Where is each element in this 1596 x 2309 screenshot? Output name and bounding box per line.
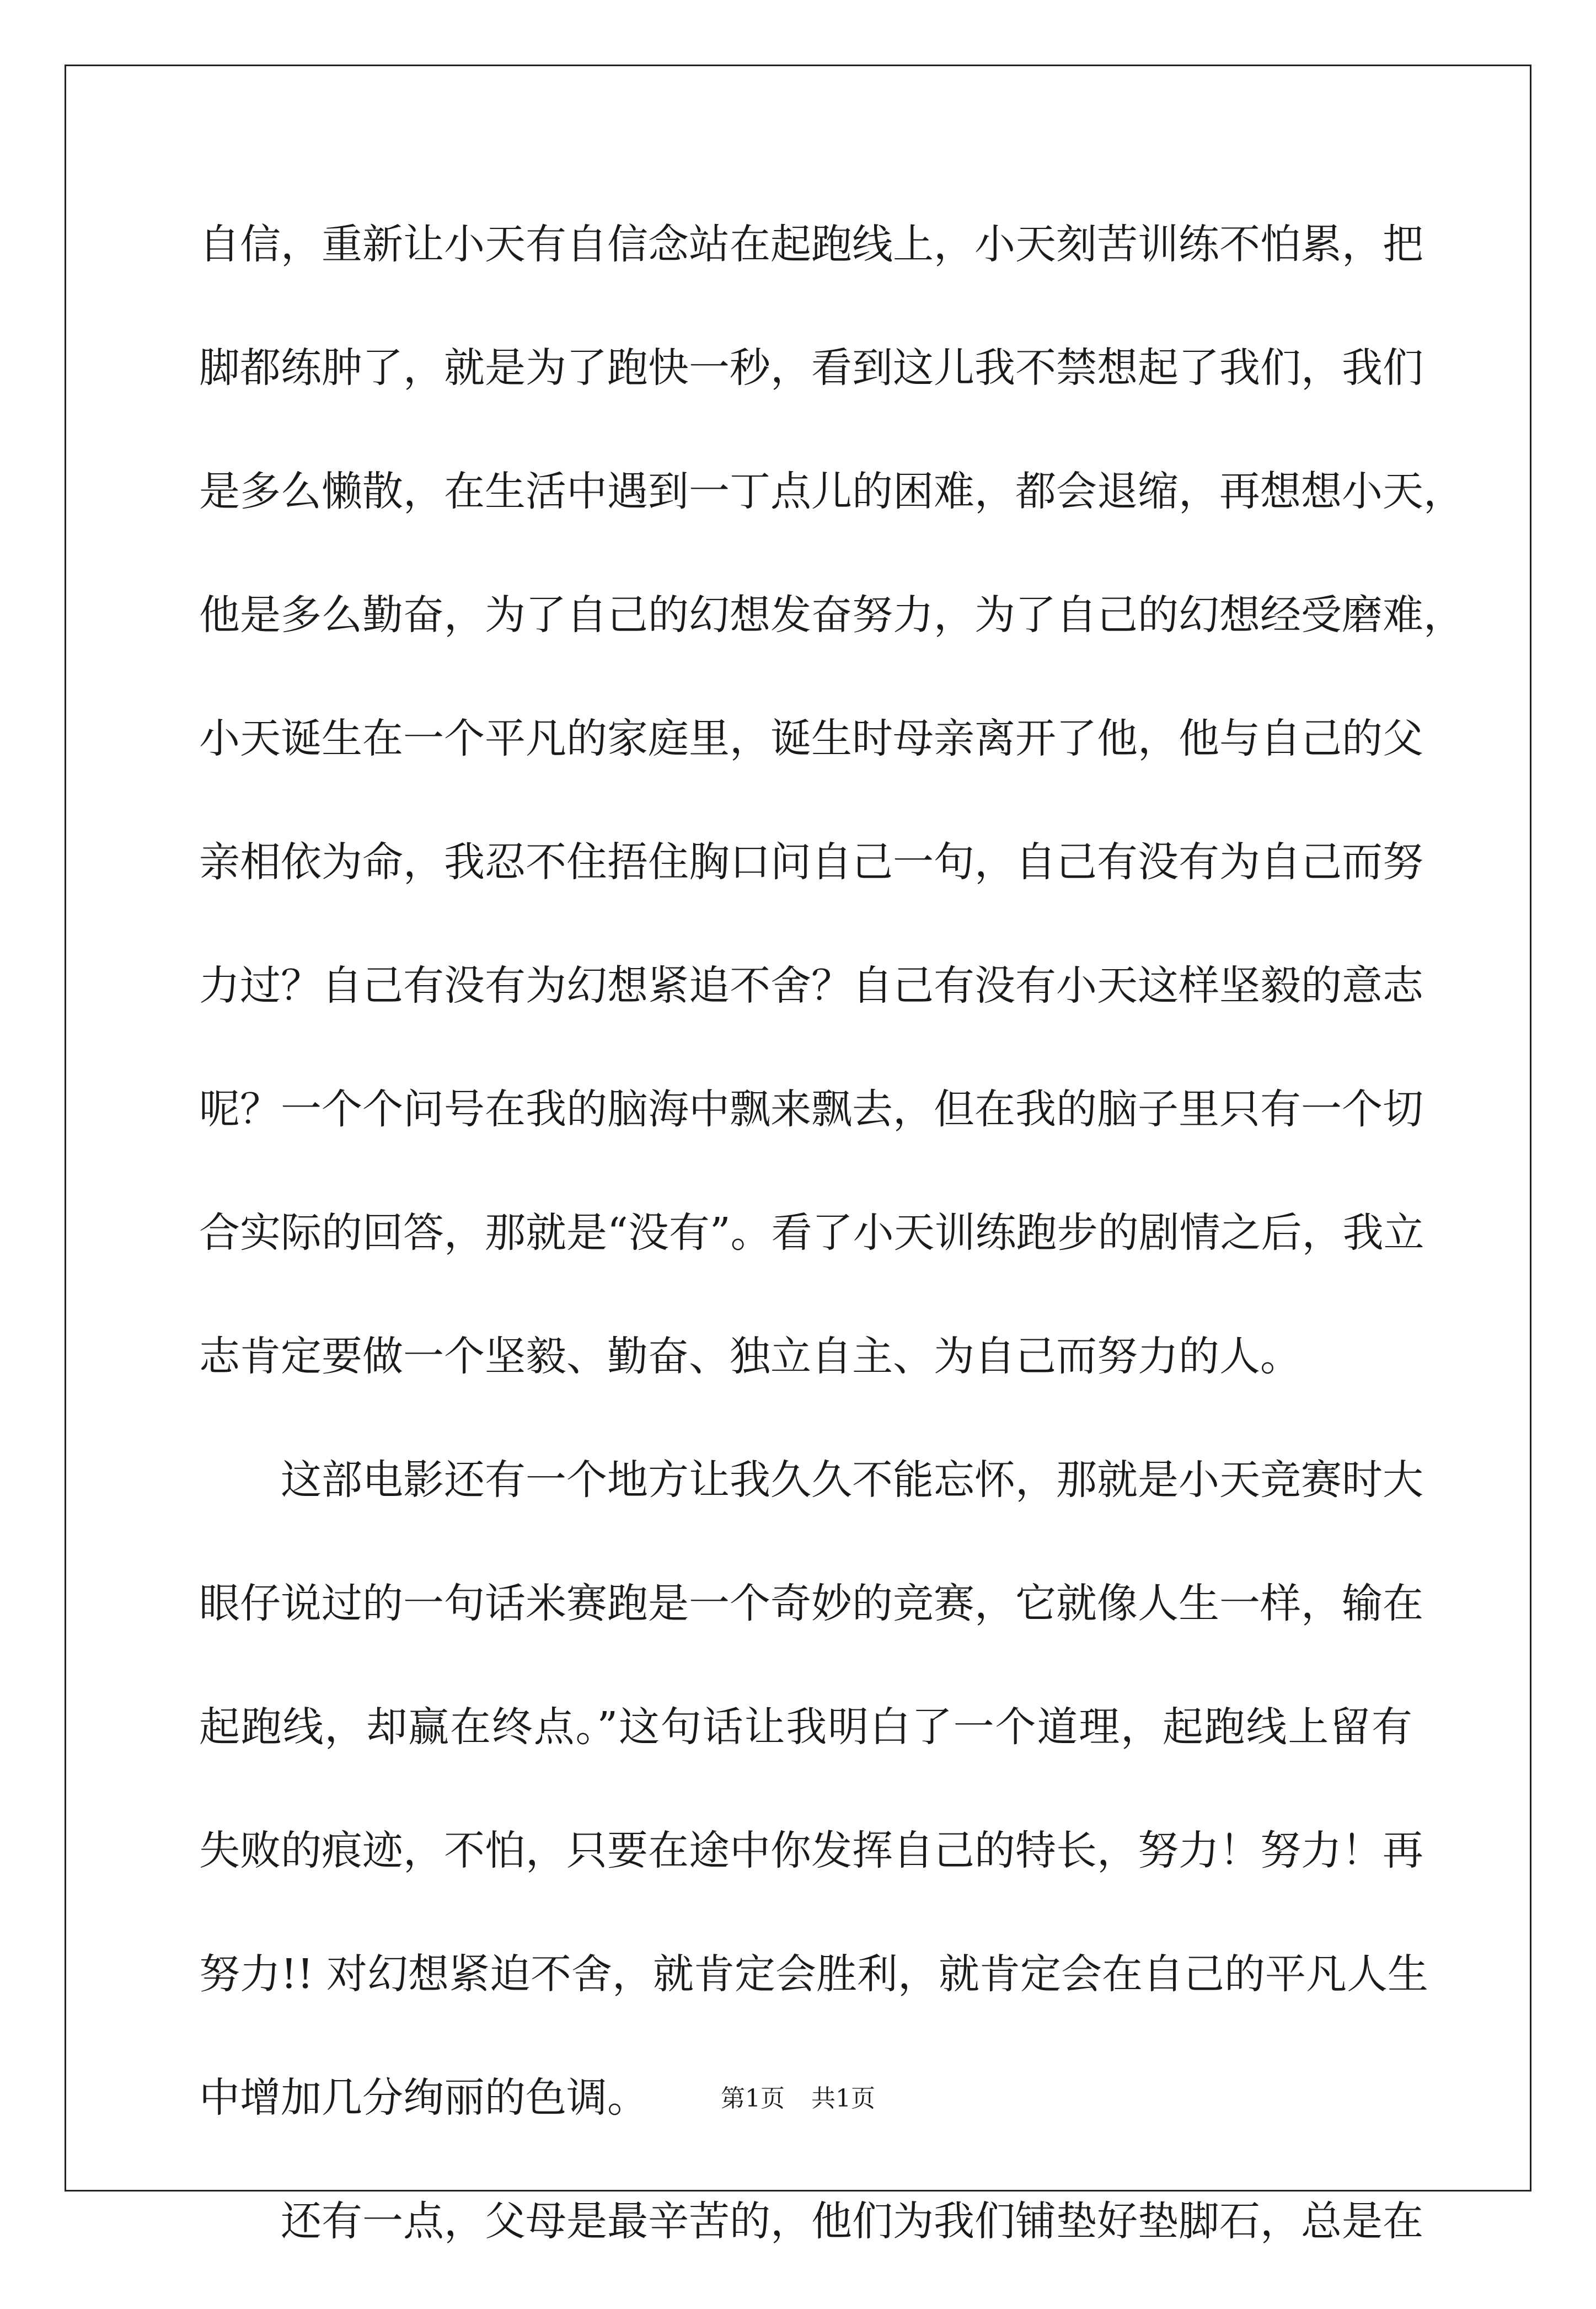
text-line: 失败的痕迹，不怕，只要在途中你发挥自己的特长，努力！努力！再 (199, 1827, 1423, 1874)
text-line: 他是多么勤奋，为了自己的幻想发奋努力，为了自己的幻想经受磨难， (199, 591, 1464, 639)
text-line: 是多么懒散，在生活中遇到一丁点儿的困难，都会退缩，再想想小天， (199, 468, 1464, 515)
text-line: 脚都练肿了，就是为了跑快一秒，看到这儿我不禁想起了我们，我们 (199, 344, 1423, 392)
page-footer (0, 2078, 1596, 2114)
text-line: 呢？一个个问号在我的脑海中飘来飘去，但在我的脑子里只有一个切 (199, 1086, 1423, 1133)
paragraph-start-line: 这部电影还有一个地方让我久久不能忘怀，那就是小天竞赛时大 (281, 1456, 1423, 1504)
text-line: 小天诞生在一个平凡的家庭里，诞生时母亲离开了他，他与自己的父 (199, 715, 1423, 762)
text-line: 自信，重新让小天有自信念站在起跑线上，小天刻苦训练不怕累，把 (199, 221, 1423, 268)
text-line: 中增加几分绚丽的色调。 (199, 2074, 648, 2121)
text-line: 力过？自己有没有为幻想紧追不舍？自己有没有小天这样坚毅的意志 (199, 962, 1423, 1009)
text-line: 志肯定要做一个坚毅、勤奋、独立自主、为自己而努力的人。 (199, 1333, 1301, 1380)
paragraph-start-line: 还有一点，父母是最辛苦的，他们为我们铺垫好垫脚石，总是在 (281, 2198, 1423, 2245)
text-line: 合实际的回答，那就是“没有”。看了小天训练跑步的剧情之后，我立 (199, 1209, 1424, 1257)
page-number-label: 第1页 (721, 2084, 785, 2113)
text-line: 努力!! 对幻想紧迫不舍，就肯定会胜利，就肯定会在自己的平凡人生 (199, 1950, 1428, 1998)
text-line: 眼仔说过的一句话米赛跑是一个奇妙的竞赛，它就像人生一样，输在 (199, 1580, 1423, 1627)
page-total-label: 共1页 (811, 2084, 875, 2113)
text-line: 亲相依为命，我忍不住捂住胸口问自己一句，自己有没有为自己而努 (199, 838, 1423, 886)
text-line: 起跑线，却赢在终点。”这句话让我明白了一个道理，起跑线上留有 (199, 1703, 1412, 1751)
document-body (199, 209, 1464, 2309)
